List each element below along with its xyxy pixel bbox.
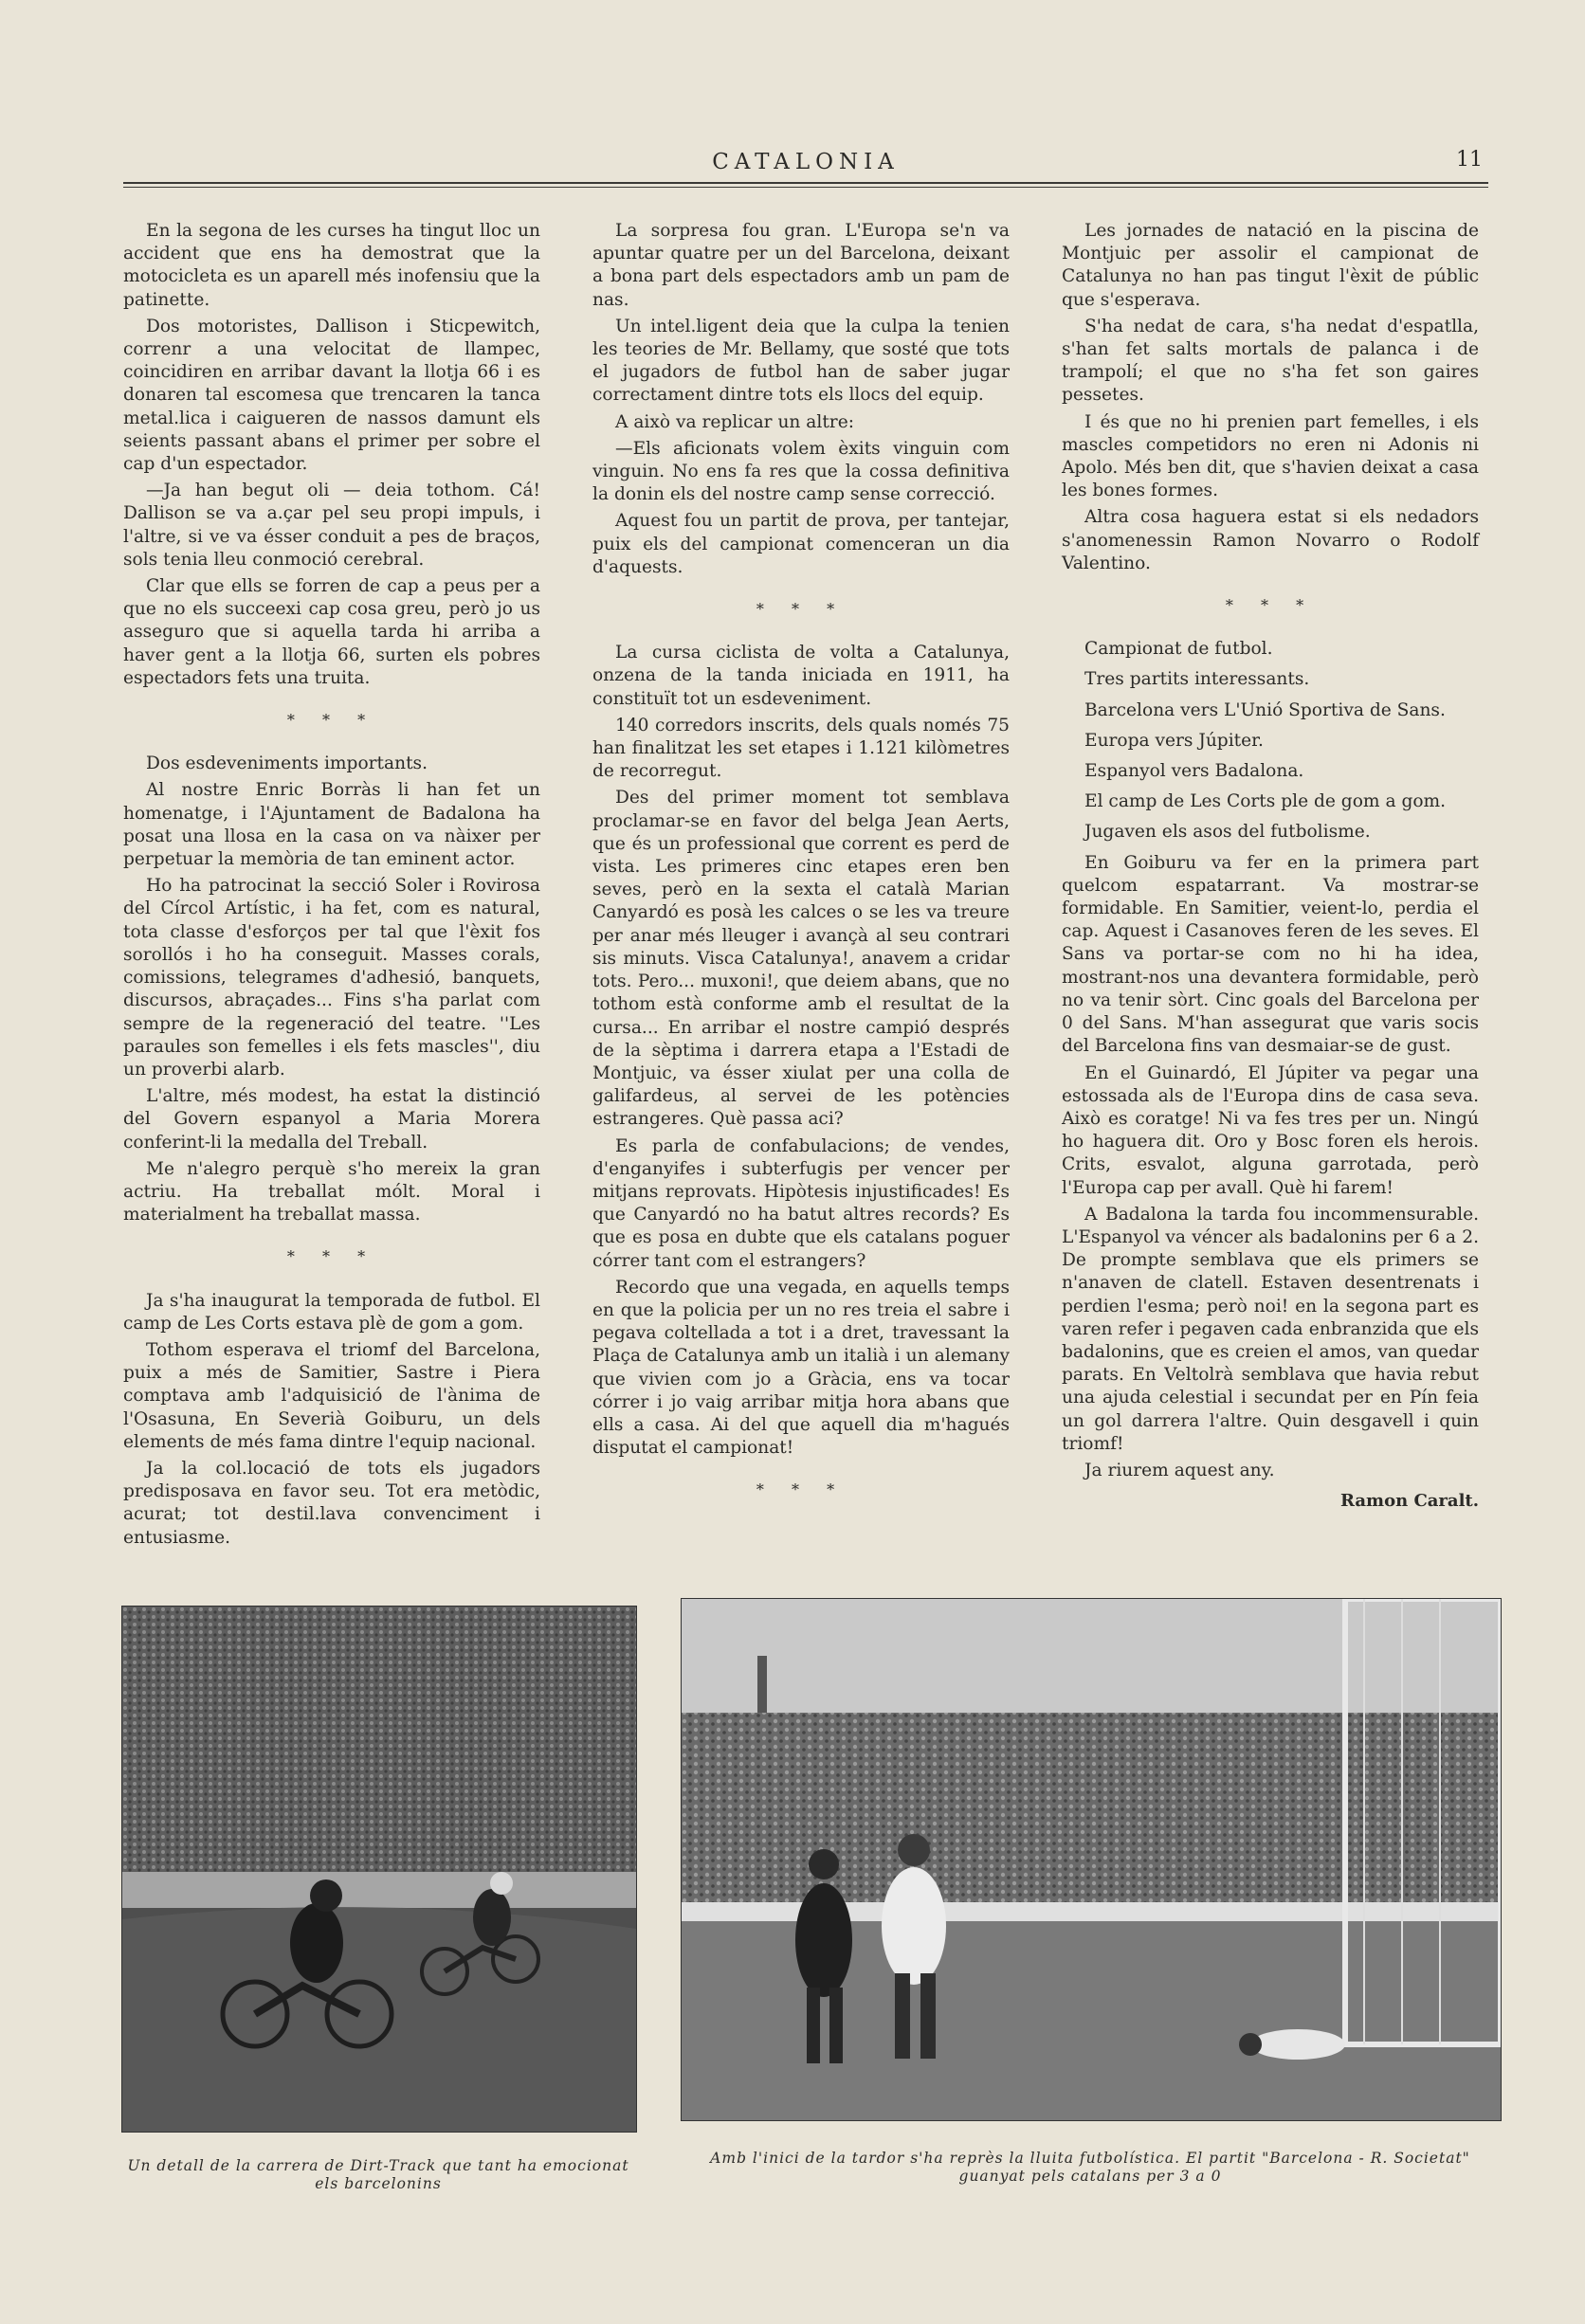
section-separator: * * *	[286, 711, 377, 730]
paragraph: Aquest fou un partit de prova, per tantejar, puix els del campionat comenceran un dia d'aquests.	[592, 511, 1010, 577]
photo-dirt-track-race	[121, 1606, 637, 2133]
short-line: Jugaven els asos del futbolisme.	[1084, 822, 1371, 843]
paragraph: Clar que ells se forren de cap a peus per a que no els succeexi cap cosa greu, però jo us asseguro que si aquella tarda hi arriba a haver gent a la llotja 66, surten els pobres espectadors fets una truita.	[123, 576, 540, 688]
paragraph: Tothom esperava el triomf del Barcelona, puix a més de Samitier, Sastre i Piera comptava amb l'adquisició de l'ànima de l'Osasuna, En Severià Goiburu, un dels elements de més fama dintre l'equip nacional.	[123, 1339, 540, 1452]
paragraph: Des del primer moment tot semblava proclamar-se en favor del belga Jean Aerts, que és un professional que corrent es perd de vista. Les primeres cinc etapes eren ben seves, però en la sexta el català Marian Canyardó es posà les calces o se les va treure per anar més lleuger i avançà al seu contrari sis minuts. Visca Catalunya!, anavem a cridar tots. Pero... muxoni!, que deiem abans, que no tothom està conforme amb el resultat de la cursa... En arribar el nostre campió després de la sèptima i darrera etapa a l'Estadi de Montjuic, va ésser xiulat per una colla de galifardeus, al servei de les potències estrangeres. Què passa aci?	[592, 788, 1010, 1130]
paragraph: Les jornades de natació en la piscina de Montjuic per assolir el campionat de Catalunya no han pas tingut l'èxit de públic que s'esperava.	[1062, 221, 1479, 310]
paragraph: L'altre, més modest, ha estat la distinció del Govern espanyol a Maria Morera conferint-li la medalla del Treball.	[123, 1086, 540, 1153]
paragraph: Altra cosa haguera estat si els nedadors s'anomenessin Ramon Novarro o Rodolf Valentino.	[1062, 507, 1479, 573]
paragraph: Ja riurem aquest any.	[1084, 1460, 1275, 1480]
paragraph: Ho ha patrocinat la secció Soler i Rovirosa del Círcol Artístic, i ha fet, com es natural, tota classe d'esforços per tal que l'èxit fos sorollós i ho ha conseguit. Masses corals, comissions, telegrames d'adhesió, banquets, discursos, abraçades... Fins s'ha parlat com sempre de la regeneració del teatre. ''Les paraules son femelles i els fets mascles'', diu un proverbi alarb.	[123, 876, 540, 1080]
paragraph: Es parla de confabulacions; de vendes, d'enganyifes i subterfugis per vencer per mitjans reprovats. Hipòtesis injustificades! Es que Canyardó no ha batut altres records? Es que es posa en dubte que els catalans poguer córrer tant com el estrangers?	[592, 1135, 1010, 1271]
column-3	[1062, 220, 1479, 1513]
paragraph: Me n'alegro perquè s'ho mereix la gran actriu. Ha treballat mólt. Moral i materialment ha treballat massa.	[123, 1158, 540, 1226]
football-photo-illustration	[682, 1599, 1501, 2120]
section-separator: * * *	[756, 1480, 847, 1499]
paragraph: Dos motoristes, Dallison i Sticpewitch, correnr a una velocitat de llampec, coincidiren en arribar davant la llotja 66 i es donaren tal escomesa que trencaren la tanca metal.lica i caigueren de nassos damunt els seients passant abans el primer per sobre el cap d'un espectador.	[123, 316, 540, 475]
short-line: Tres partits interessants.	[1084, 669, 1310, 690]
magazine-title: CATALONIA	[712, 150, 900, 174]
author-signature: Ramon Caralt.	[1340, 1491, 1479, 1512]
paragraph: I és que no hi prenien part femelles, i els mascles competidors no eren ni Adonis ni Apolo. Més ben dit, que s'havien deixat a casa les bones formes.	[1062, 411, 1479, 501]
short-line: Barcelona vers L'Unió Sportiva de Sans.	[1084, 699, 1446, 720]
paragraph: En Goiburu va fer en la primera part quelcom espatarrant. Va mostrar-se formidable. En Samitier, veient-lo, perdia el cap. Aquest i Casanoves feren de les seves. El Sans va portar-se com no hi ha idea, mostrant-nos una devantera formidable, però no va tenir sòrt. Cinc goals del Barcelona per 0 del Sans. M'han assegurat que varis socis del Barcelona fins van desmaiar-se de gust.	[1062, 852, 1479, 1057]
column-2	[592, 220, 1010, 1523]
section-separator: * * *	[286, 1247, 377, 1266]
paragraph: En el Guinardó, El Júpiter va pegar una estossada als de l'Europa dins de casa seva. Això es coratge! Ni va fes tres per un. Ningú ho haguera dit. Oro y Bosc foren els herois. Crits, esvalot, alguna garrotada, però l'Europa cap per avall. Què hi farem!	[1062, 1062, 1479, 1198]
paragraph: Un intel.ligent deia que la culpa la tenien les teories de Mr. Bellamy, que sosté que tots el jugadors de futbol han de saber jugar correctament dintre tots els llocs del equip.	[592, 316, 1010, 406]
section-separator: * * *	[756, 600, 847, 619]
header-rule	[123, 182, 1488, 184]
paragraph: Ja s'ha inaugurat la temporada de futbol. El camp de Les Corts estava plè de gom a gom.	[123, 1290, 540, 1334]
paragraph: Recordo que una vegada, en aquells temps en que la policia per un no res treia el sabre i pegava coltellada a tot i a dret, travessant la Plaça de Catalunya amb un italià i un alemany que vivien com jo a Gràcia, ens va tocar córrer i jo vaig arribar mitja hora abans que ells a casa. Ai del que aquell dia m'hagués disputat el campionat!	[592, 1277, 1010, 1459]
photo-caption-1: Un detall de la carrera de Dirt-Track que tant ha emocionat els barcelonins	[127, 2157, 629, 2192]
paragraph: A això va replicar un altre:	[615, 411, 854, 432]
paragraph: 140 corredors inscrits, dels quals només 75 han finalitzat les set etapes i 1.121 kilòmetres de recorregut.	[592, 715, 1010, 782]
paragraph: Al nostre Enric Borràs li han fet un homenatge, i l'Ajuntament de Badalona ha posat una llosa en la casa on va nàixer per perpetuar la memòria de tan eminent actor.	[123, 780, 540, 870]
short-line: Europa vers Júpiter.	[1084, 730, 1264, 751]
short-line: Campionat de futbol.	[1084, 639, 1273, 660]
page-header	[123, 144, 1488, 182]
header-rule-thin	[123, 187, 1488, 188]
paragraph: A Badalona la tarda fou incommensurable. L'Espanyol va véncer als badalonins per 6 a 2. De prompte semblava que els primers se n'anaven de clatell. Estaven desentrenats i perdien l'esma; però noi! en la segona part es varen refer i pegaven cada enbranzida que els badalonins, que es creien el amos, van quedar parats. En Veltolrà semblava que havia rebut una ajuda celestial i secundat per en Pín feia un gol darrera l'altre. Quin desgavell i quin triomf!	[1062, 1204, 1479, 1454]
photo-football-match	[681, 1598, 1502, 2121]
page-number: 11	[1456, 148, 1483, 172]
paragraph: La cursa ciclista de volta a Catalunya, onzena de la tanda iniciada en 1911, ha constituït tot un esdeveniment.	[592, 643, 1010, 709]
short-line: Espanyol vers Badalona.	[1084, 761, 1304, 782]
paragraph: La sorpresa fou gran. L'Europa se'n va apuntar quatre per un del Barcelona, deixant a bona part dels espectadors amb un pam de nas.	[592, 221, 1010, 310]
photo-caption-2: Amb l'inici de la tardor s'ha reprès la lluita futbolística. El partit "Barcelona - R. Societat" guanyat pels catalans per 3 a 0	[710, 2150, 1470, 2185]
paragraph: En la segona de les curses ha tingut lloc un accident que ens ha demostrat que la motocicleta es un aparell més inofensiu que la patinette.	[123, 221, 540, 310]
paragraph: Ja la col.locació de tots els jugadors predisposava en favor seu. Tot era metòdic, acurat; tot destil.lava convenciment i entusiasme.	[123, 1458, 540, 1548]
column-1	[123, 220, 540, 1553]
short-line: El camp de Les Corts ple de gom a gom.	[1084, 791, 1447, 812]
paragraph: S'ha nedat de cara, s'ha nedat d'espatlla, s'han fet salts mortals de palanca i de trampolí; el que no s'ha fet son gaires pessetes.	[1062, 316, 1479, 406]
section-separator: * * *	[1225, 596, 1316, 615]
paragraph: —Els aficionats volem èxits vinguin com vinguin. No ens fa res que la cossa definitiva la donin els del nostre camp sense correcció.	[592, 438, 1010, 505]
paragraph: —Ja han begut oli — deia tothom. Cá! Dallison se va a.çar pel seu propi impuls, i l'altre, si ve va ésser conduit a pes de braços, sols tenia lleu conmoció cerebral.	[123, 481, 540, 570]
paragraph: Dos esdeveniments importants.	[146, 753, 428, 774]
dirt-track-photo-illustration	[122, 1607, 636, 2132]
